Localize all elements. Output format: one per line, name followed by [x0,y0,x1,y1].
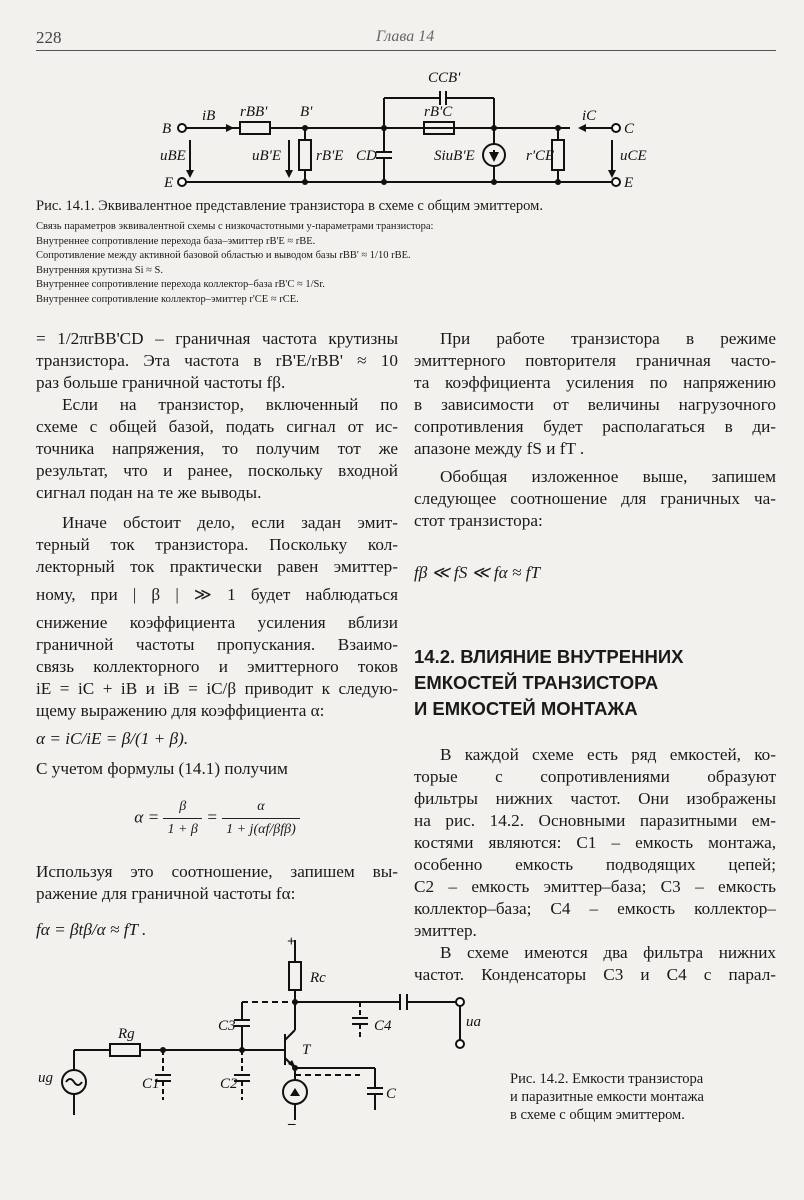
left-column [36,328,398,941]
fraction-1: $\frac{\beta}{1 + \beta}$ [163,796,201,841]
text-line: сопротивления будет располагаться в ди- [414,417,776,436]
label-uCE: uCE [620,148,647,164]
text-line: частот. Конденсаторы C3 и C4 с парал- [414,965,776,984]
label-iB: iB [202,108,216,124]
label-B: B [162,121,172,137]
text-line: граничной частоты пропускания. Взаимо- [36,635,398,654]
label-C2: C2 [220,1076,238,1092]
note-line: Связь параметров эквивалентной схемы с низкочастотными y-параметрами транзистора: [36,221,434,232]
text-line: костями являются: C1 – емкость монтажа, [414,833,776,852]
text-line: в зависимости от величины нагрузочного [414,395,776,414]
text-line: сигнал подан на те же выводы. [36,483,262,502]
figure-1-circuit [0,60,804,195]
figure-1-notes [36,220,596,307]
text-line: эмиттер. [414,921,477,940]
text-line: следующее соотношение для граничных ча- [414,489,776,508]
label-C1: C1 [142,1076,160,1092]
text-line: фильтры нижних частот. Они изображены [414,789,776,808]
label-Si-uBE: SiuB'E [434,148,475,164]
label-T: T [302,1042,311,1058]
chapter-title: Глава 14 [376,28,435,45]
label-ug: ug [38,1070,53,1086]
note-line: Внутренняя крутизна Si ≈ S. [36,264,163,276]
text-line: В каждой схеме есть ряд емкостей, ко- [440,745,776,764]
eq-lhs: α [134,807,144,827]
text-line: транзистора. Эта частота в rB'E/rBB' ≈ 10 [36,351,398,370]
label-rBE: rB'E [316,148,344,164]
label-C: C [624,121,635,137]
equation-alpha-frequency: α = $\frac{\beta}{1 + \beta}$ = $\frac{\alpha}{\text{1 + j(αf/βfβ)}}$ [36,796,398,841]
figure-2-caption: Рис. 14.2. Емкости транзистора и паразитные емкости монтажа в схеме с общим эмиттером. [510,1071,704,1123]
equation-alpha: α = iC/iE = β/(1 + β). [36,729,189,748]
text-line: раз больше граничной частоты fβ. [36,373,286,392]
text-line: торые с сопротивлениями образуют [414,767,776,786]
text-line: коллектор–база; C4 – емкость коллектор– [414,899,776,918]
text-line: Если на транзистор, включенный по [62,395,398,414]
label-ua: ua [466,1014,481,1030]
text-line: снижение коэффициента усиления вблизи [36,613,398,632]
text-line: апазоне между fS и fT . [414,439,585,458]
fraction-2: $\frac{\alpha}{\text{1 + j(αf/βfβ)}}$ [222,796,300,841]
text-line: ному, при | β | ≫ 1 будет наблюдаться [36,585,398,604]
label-iC: iC [582,108,597,124]
text-line: схеме с общей базой, подать сигнал от ис- [36,417,398,436]
text-line: особенно емкость подводящих цепей; [414,855,776,874]
right-column [414,328,776,986]
text-line: Обобщая изложенное выше, запишем [440,467,776,486]
label-E-right: E [624,175,634,191]
text-line: = 1/2πrBB'CD – граничная частота крутизны [36,329,398,348]
label-plus: + [287,934,296,950]
text-line: iE = iC + iB и iB = iC/β приводит к следую- [36,679,398,698]
note-line: Внутреннее сопротивление перехода коллектор–база rB'C ≈ 1/Sr. [36,279,325,290]
text-line: В схеме имеются два фильтра нижних [440,943,776,962]
page-number: 228 [36,28,62,47]
section-heading: 14.2. ВЛИЯНИЕ ВНУТРЕННИХ ЕМКОСТЕЙ ТРАНЗИСТОРА И ЕМКОСТЕЙ МОНТАЖА [414,646,684,719]
text-line: на рис. 14.2. Основными паразитными ем- [414,811,776,830]
page-header [36,26,776,51]
label-rBC: rB'C [424,104,453,120]
text-line: точника напряжения, то получим тот же [36,439,398,458]
label-uBprimeE: uB'E [252,148,282,164]
label-uBE: uBE [160,148,186,164]
note-line: Внутреннее сопротивление перехода база–эмиттер rB'E ≈ rBE. [36,235,316,247]
text-line: При работе транзистора в режиме [440,329,776,348]
label-C4: C4 [374,1018,392,1034]
label-minus: – [288,1116,296,1130]
equation-frequency-relation: fβ ≪ fS ≪ fα ≈ fT [414,563,541,582]
text-line: Используя это соотношение, запишем вы- [36,862,398,881]
text-line: ражение для граничной частоты fα: [36,884,296,903]
text-line: лекторный ток практически равен эмиттер- [36,557,398,576]
figure-1-caption: Рис. 14.1. Эквивалентное представление транзистора в схеме с общим эмиттером. [36,198,543,214]
label-Bprime: B' [300,104,313,120]
label-Rc: Rc [310,970,326,986]
text-line: та коэффициента усиления по напряжению [414,373,776,392]
text-line: стот транзистора: [414,511,543,530]
label-CD: CD [356,148,377,164]
figure-2-circuit [30,930,490,1130]
text-line: результат, что и ранее, поскольку входной [36,461,398,480]
label-C: C [386,1086,397,1102]
text-line: Иначе обстоит дело, если задан эмит- [62,513,398,532]
text-line: связь коллекторного и эмиттерного токов [36,657,398,676]
label-rBB: rBB' [240,104,268,120]
equation-f-alpha: fα = βtβ/α ≈ fT . [36,920,147,939]
label-CCB: CCB' [428,70,461,86]
note-line: Внутреннее сопротивление коллектор–эмиттер r'CE ≈ rCE. [36,293,299,305]
text-line: эмиттерного повторителя граничная часто- [414,351,776,370]
label-E-left: E [164,175,174,191]
note-line: Сопротивление между активной базовой областью и выводом базы rBB' ≈ 1/10 rBE. [36,250,411,261]
text-line: C2 – емкость эмиттер–база; C3 – емкость [414,877,776,896]
label-rCE: r'CE [526,148,555,164]
text-line: С учетом формулы (14.1) получим [36,759,288,778]
text-line: щему выражению для коэффициента α: [36,701,325,720]
text-line: терный ток транзистора. Поскольку кол- [36,535,398,554]
label-Rg: Rg [118,1026,135,1042]
label-C3: C3 [218,1018,236,1034]
